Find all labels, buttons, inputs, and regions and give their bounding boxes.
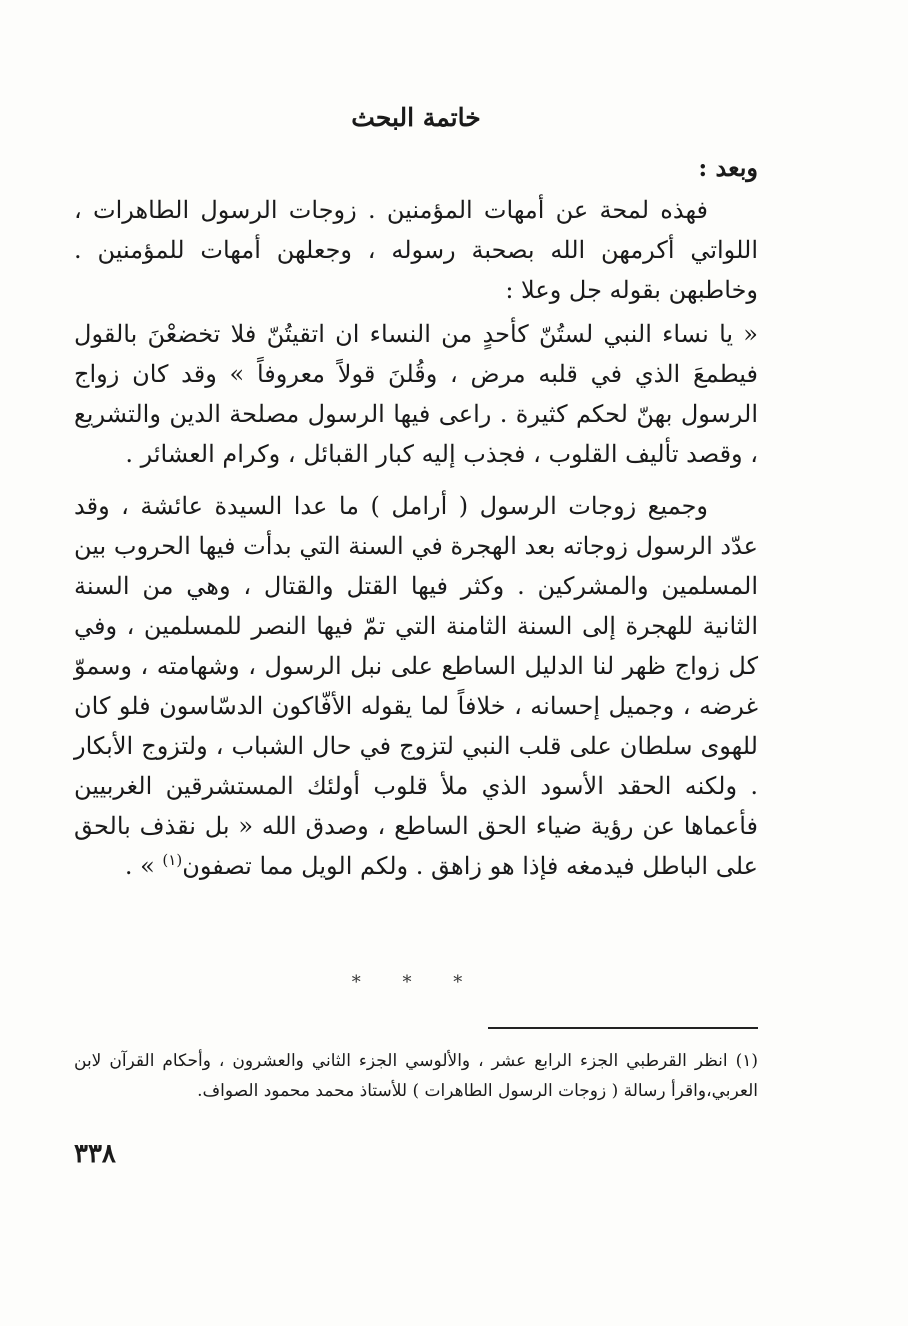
book-page bbox=[74, 0, 758, 1326]
footnote-reference: (١) bbox=[162, 851, 183, 869]
section-separator: * * * bbox=[351, 972, 481, 993]
paragraph-quran-verse: « يا نساء النبي لستُنّ كأحدٍ من النساء ان اتقيتُنّ فلا تخضعْنَ بالقول فيطمعَ الذي في قلبه مرض ، وقُلنَ قولاً معروفاً » وقد كان زواج الرسول بهنّ لحكم كثيرة . راعى فيها الرسول مصلحة الدين والتشريع ، وقصد تأليف القلوب ، فجذب إليه كبار القبائل ، وكرام العشائر . bbox=[74, 320, 758, 468]
page-number: ٣٣٨ bbox=[74, 1139, 116, 1169]
paragraph-intro: فهذه لمحة عن أمهات المؤمنين . زوجات الرسول الطاهرات ، اللواتي أكرمهن الله بصحبة رسوله ، وجعلهن أمهات للمؤمنين . وخاطبهن بقوله جل وعلا : bbox=[74, 196, 758, 304]
paragraph-marriages-text: وجميع زوجات الرسول ( أرامل ) ما عدا السيدة عائشة ، وقد عدّد الرسول زوجاته بعد الهجرة في السنة التي بدأت فيها الحروب بين المسلمين والمشركين . وكثر فيها القتل والقتال ، وهي من السنة الثانية للهجرة إلى السنة الثامنة التي تمّ فيها النصر للمسلمين ، وفي كل زواج ظهر لنا الدليل الساطع على نبل الرسول ، وشهامته ، وسموّ غرضه ، وجميل إحسانه ، خلافاً لما يقوله الأفّاكون الدسّاسون فلو كان للهوى سلطان على قلب النبي لتزوج في حال الشباب ، ولتزوج الأبكار . ولكنه الحقد الأسود الذي ملأ قلوب أولئك المستشرقين الغربيين فأعماها عن رؤية ضياء الحق الساطع ، وصدق الله « بل نقذف بالحق على الباطل فيدمغه فإذا هو زاهق . ولكم الويل مما تصفون bbox=[74, 492, 758, 880]
opening-phrase: وبعد : bbox=[698, 153, 758, 182]
footnote: (١) انظر القرطبي الجزء الرابع عشر ، والألوسي الجزء الثاني والعشرون ، وأحكام القرآن لابن العربي،واقرأ رسالة ( زوجات الرسول الطاهرات ) للأستاذ محمد محمود الصواف. bbox=[74, 1051, 758, 1101]
paragraph-marriages bbox=[74, 486, 758, 886]
footnote-divider bbox=[488, 1027, 758, 1029]
section-heading: خاتمة البحث bbox=[351, 103, 481, 132]
paragraph-marriages-end: » . bbox=[124, 852, 163, 880]
